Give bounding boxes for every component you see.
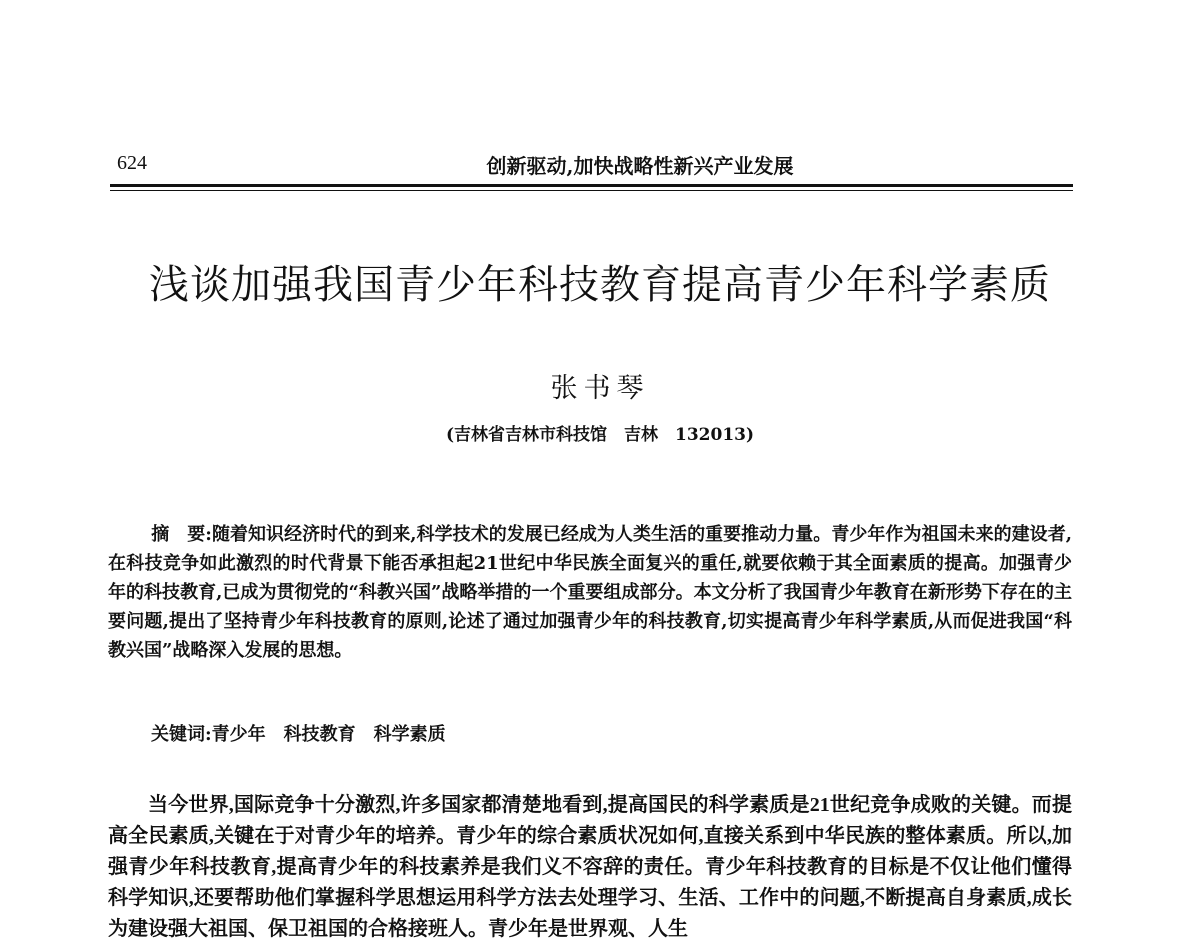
running-head: 创新驱动,加快战略性新兴产业发展 (486, 154, 794, 178)
header-rule-thick (110, 184, 1073, 187)
author-name: 张书琴 (550, 373, 650, 404)
keywords-text: 青少年 科技教育 科学素质 (211, 724, 446, 745)
article-title: 浅谈加强我国青少年科技教育提高青少年科学素质 (149, 262, 1051, 308)
keywords (151, 720, 446, 746)
abstract (108, 520, 1072, 665)
body-paragraph: 当今世界,国际竞争十分激烈,许多国家都清楚地看到,提高国民的科学素质是21世纪竞争成败的关键。而提高全民素质,关键在于对青少年的培养。青少年的综合素质状况如何,直接关系到中华民族的整体素质。所以,加强青少年科技教育,提高青少年的科技素养是我们义不容辞的责任。青少年科技教育的目标是不仅让他们懂得科学知识,还要帮助他们掌握科学思想运用科学方法去处理学习、生活、工作中的问题,不断提高自身素质,成长为建设强大祖国、保卫祖国的合格接班人。青少年是世界观、人生 (108, 794, 1072, 940)
abstract-text: 随着知识经济时代的到来,科学技术的发展已经成为人类生活的重要推动力量。青少年作为祖国未来的建设者,在科技竞争如此激烈的时代背景下能否承担起21世纪中华民族全面复兴的重任,就要依赖于其全面素质的提高。加强青少年的科技教育,已成为贯彻党的“科教兴国”战略举措的一个重要组成部分。本文分析了我国青少年教育在新形势下存在的主要问题,提出了坚持青少年科技教育的原则,论述了通过加强青少年的科技教育,切实提高青少年科学素质,从而促进我国“科教兴国”战略深入发展的思想。 (108, 524, 1072, 661)
author-affiliation: (吉林省吉林市科技馆 吉林 132013) (445, 425, 755, 445)
page-number: 624 (117, 152, 147, 174)
header-rule-thin (110, 190, 1073, 191)
abstract-label: 摘 要: (151, 524, 212, 545)
keywords-label: 关键词: (151, 724, 212, 745)
